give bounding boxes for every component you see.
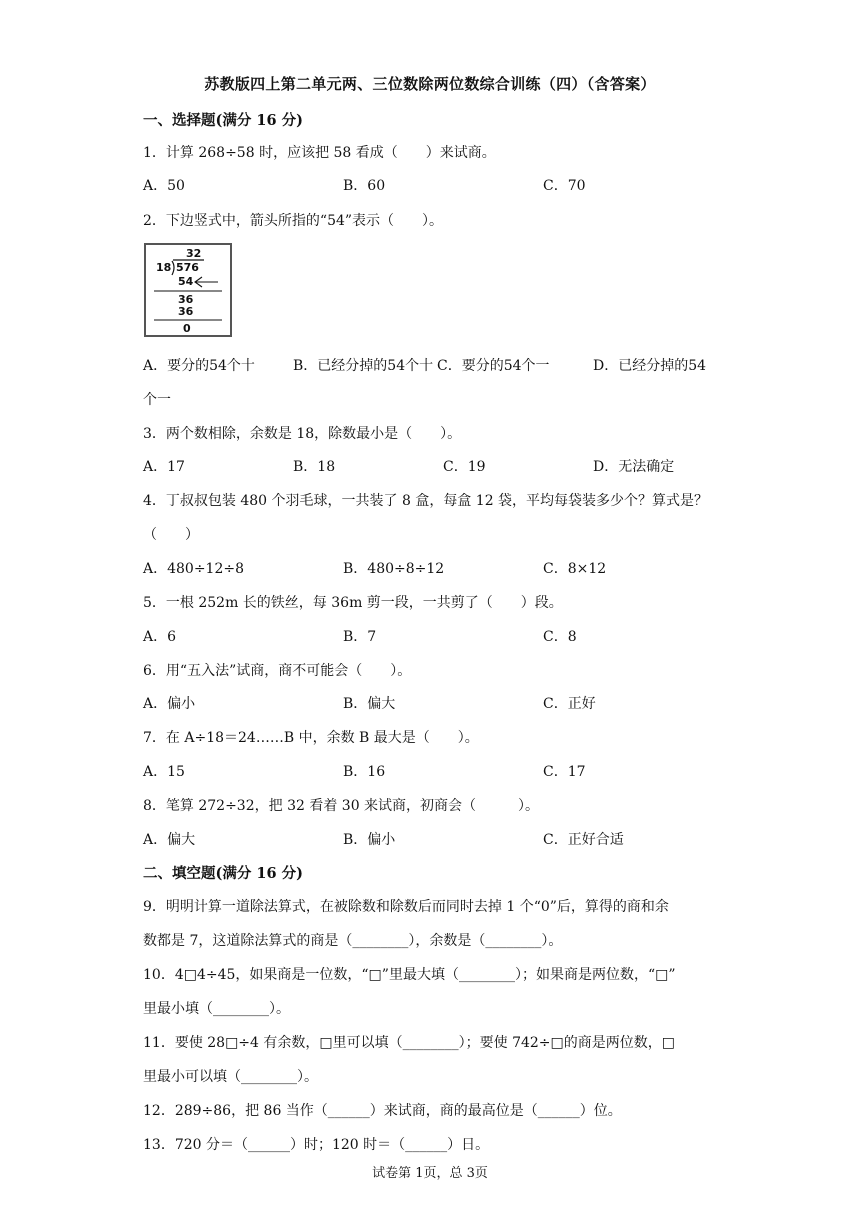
question-3-option-b: B．18 xyxy=(293,459,336,475)
question-2-options xyxy=(143,355,723,377)
division-step-2: 36 xyxy=(178,305,194,318)
question-8-options xyxy=(143,829,723,851)
question-5-option-b: B．7 xyxy=(343,629,377,645)
question-6-options xyxy=(143,693,723,715)
section-heading-choice: 一、选择题(满分 16 分) xyxy=(143,112,303,129)
question-4-options xyxy=(143,558,723,580)
question-1-option-b: B．60 xyxy=(343,178,386,194)
question-8: 8．笔算 272÷32，把 32 看着 30 来试商，初商会（ ）。 xyxy=(143,798,540,814)
division-bracket xyxy=(172,261,174,275)
question-2-option-b: B．已经分掉的54个十 xyxy=(293,358,434,374)
question-7-options xyxy=(143,761,723,783)
division-step-1: 54 xyxy=(178,275,194,288)
question-4-option-b: B．480÷8÷12 xyxy=(343,561,445,577)
long-division-figure xyxy=(144,243,232,337)
question-8-option-a: A．偏大 xyxy=(143,832,196,848)
question-2-option-c: C．要分的54个一 xyxy=(437,358,550,374)
question-4-wrap: （ ） xyxy=(143,527,199,543)
division-final: 0 xyxy=(183,322,191,335)
question-7-option-b: B．16 xyxy=(343,764,386,780)
question-3: 3．两个数相除，余数是 18，除数最小是（ ）。 xyxy=(143,426,462,442)
question-2-option-a: A．要分的54个十 xyxy=(143,358,255,374)
question-2-option-d: D．已经分掉的54 xyxy=(593,358,707,374)
question-5-option-c: C．8 xyxy=(543,629,577,645)
question-3-options xyxy=(143,456,723,478)
question-11-line-2: 里最小可以填（________）。 xyxy=(143,1069,318,1085)
question-2-option-d-wrap: 个一 xyxy=(143,392,171,408)
question-5-option-a: A．6 xyxy=(143,629,177,645)
page-title: 苏教版四上第二单元两、三位数除两位数综合训练（四）（含答案） xyxy=(204,75,656,93)
question-6-option-b: B．偏大 xyxy=(343,696,396,712)
question-1: 1．计算 268÷58 时，应该把 58 看成（ ）来试商。 xyxy=(143,145,496,161)
question-7-option-c: C．17 xyxy=(543,764,586,780)
question-5: 5．一根 252m 长的铁丝，每 36m 剪一段，一共剪了（ ）段。 xyxy=(143,595,563,611)
question-9-line-2: 数都是 7，这道除法算式的商是（________），余数是（________）。 xyxy=(143,933,563,949)
question-9-line-1: 9．明明计算一道除法算式，在被除数和除数后而同时去掉 1 个“0”后，算得的商和余 xyxy=(143,899,669,915)
question-12: 12．289÷86，把 86 当作（______）来试商，商的最高位是（______）位。 xyxy=(143,1103,622,1119)
question-13: 13．720 分＝（______）时；120 时＝（______）日。 xyxy=(143,1137,490,1153)
question-3-option-a: A．17 xyxy=(143,459,185,475)
question-2: 2．下边竖式中，箭头所指的“54”表示（ ）。 xyxy=(143,213,444,229)
division-quotient: 32 xyxy=(186,247,202,260)
question-4-option-c: C．8×12 xyxy=(543,561,607,577)
question-8-option-b: B．偏小 xyxy=(343,832,396,848)
question-5-options xyxy=(143,626,723,648)
question-3-option-c: C．19 xyxy=(443,459,486,475)
question-7-option-a: A．15 xyxy=(143,764,185,780)
question-8-option-c: C．正好合适 xyxy=(543,832,624,848)
question-6: 6．用“五入法”试商，商不可能会（ ）。 xyxy=(143,663,412,679)
question-4-option-a: A．480÷12÷8 xyxy=(143,561,245,577)
question-3-option-d: D．无法确定 xyxy=(593,459,675,475)
division-remainder-1: 36 xyxy=(178,293,194,306)
question-6-option-a: A．偏小 xyxy=(143,696,196,712)
question-4: 4．丁叔叔包装 480 个羽毛球，一共装了 8 盒，每盒 12 袋，平均每袋装多少个？算式是？ xyxy=(143,493,709,509)
question-6-option-c: C．正好 xyxy=(543,696,596,712)
question-10-line-1: 10．4□4÷45，如果商是一位数，“□”里最大填（________）；如果商是两位数，“□” xyxy=(143,967,676,983)
division-divisor: 18 xyxy=(156,261,172,274)
question-1-option-a: A．50 xyxy=(143,178,185,194)
section-heading-fill: 二、填空题(满分 16 分) xyxy=(143,865,303,882)
division-dividend: 576 xyxy=(176,261,199,274)
page-footer: 试卷第 1页，总 3页 xyxy=(372,1166,488,1181)
question-11-line-1: 11．要使 28□÷4 有余数，□里可以填（________）；要使 742÷□的商是两位数，□ xyxy=(143,1035,675,1051)
question-10-line-2: 里最小填（________）。 xyxy=(143,1001,290,1017)
question-1-option-c: C．70 xyxy=(543,178,586,194)
arrow-icon xyxy=(195,277,218,287)
question-1-options xyxy=(143,175,723,197)
question-7: 7．在 A÷18＝24……B 中，余数 B 最大是（ ）。 xyxy=(143,730,479,746)
